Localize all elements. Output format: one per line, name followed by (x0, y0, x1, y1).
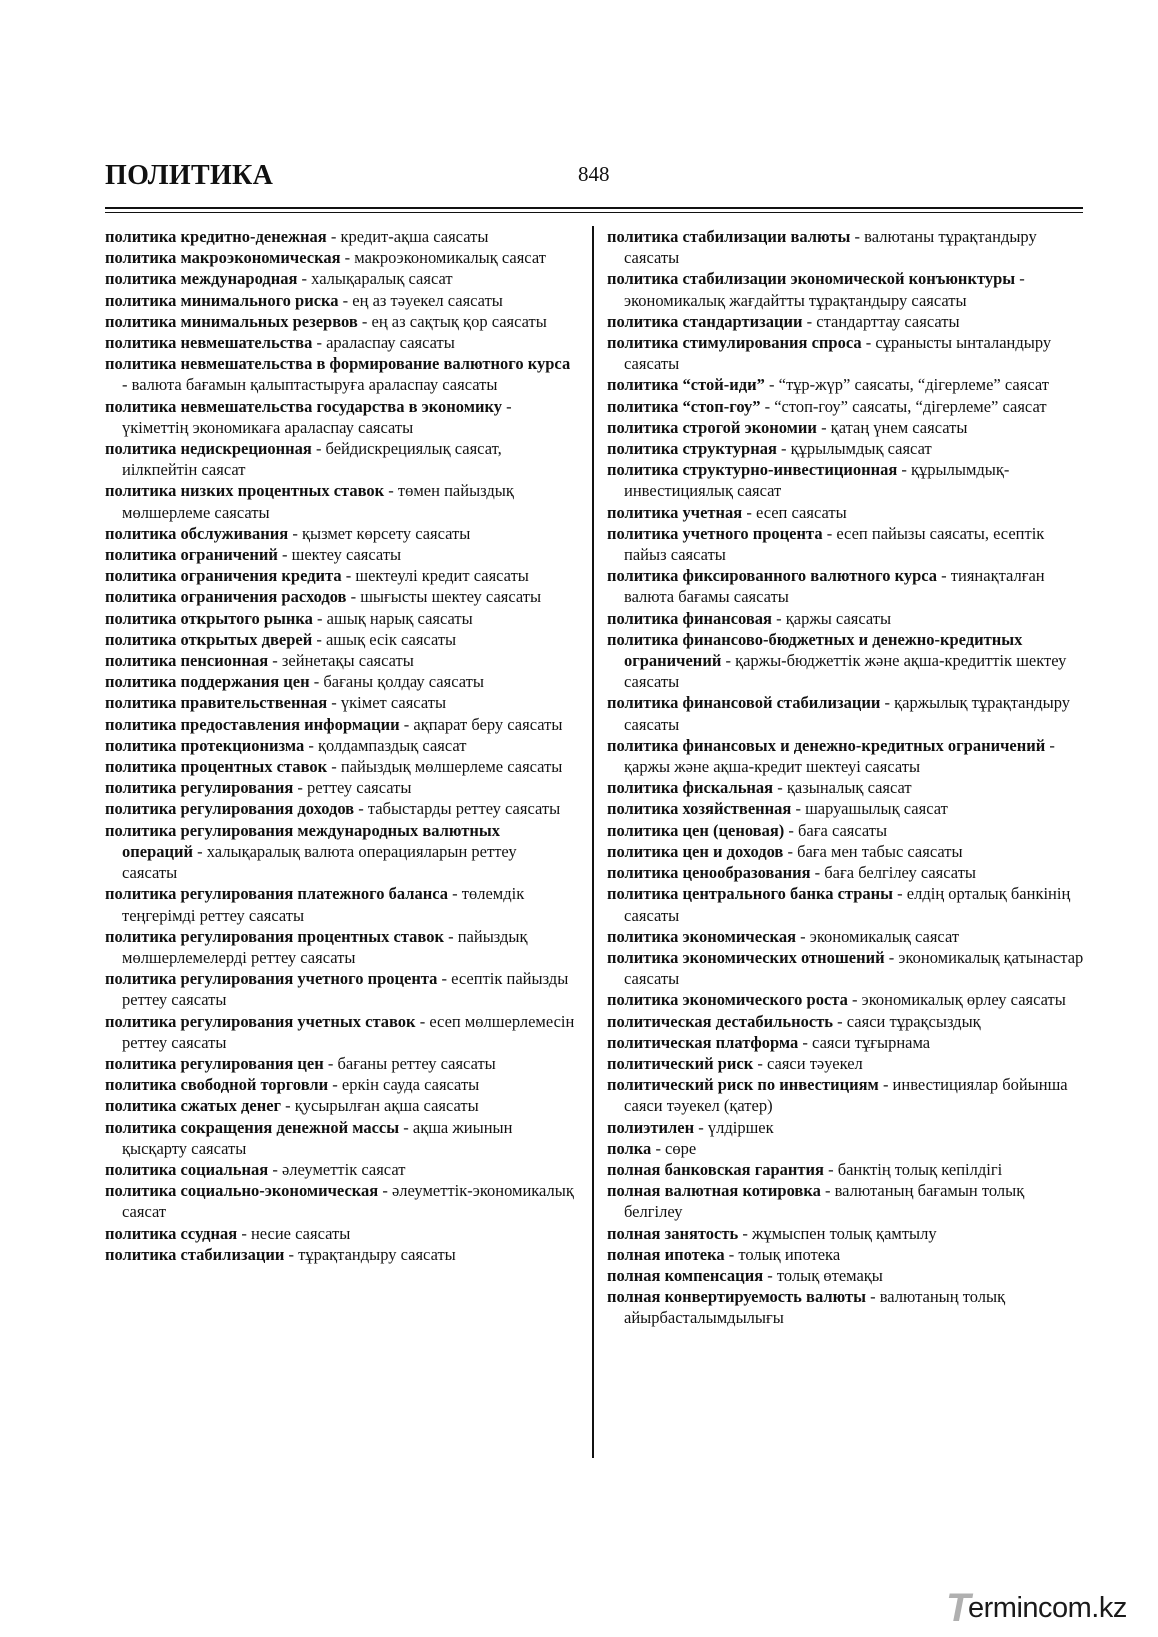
dictionary-entry (105, 353, 575, 395)
entry-term: политика регулирования учетного процента (105, 969, 438, 989)
entry-definition: - құрылымдық-инвестициялық саясат (624, 460, 1010, 501)
dictionary-entry (607, 459, 1085, 501)
entry-definition: - баға белгілеу саясаты (810, 863, 976, 883)
entry-definition: - толық ипотека (724, 1244, 841, 1264)
entry-definition: - жұмыспен толық қамтылу (738, 1223, 937, 1243)
dictionary-entry (105, 565, 575, 586)
column-divider (592, 226, 594, 1458)
entry-term: политика финансовых и денежно-кредитных ограничений (607, 735, 1046, 755)
entry-definition: - ең аз сақтық қор саясаты (357, 311, 547, 331)
dictionary-entry (607, 1223, 1085, 1244)
entry-definition: - төлемдік теңгерімді реттеу саясаты (122, 884, 525, 925)
dictionary-entry (607, 777, 1085, 798)
dictionary-entry (607, 1117, 1085, 1138)
entry-definition: - құрылымдық саясат (776, 439, 932, 459)
entry-definition: - қазыналық саясат (773, 778, 912, 798)
dictionary-entry (105, 1117, 575, 1159)
entry-term: политика цен (ценовая) (607, 820, 785, 840)
dictionary-entry (607, 523, 1085, 565)
entry-definition: - елдің орталық банкінің саясаты (624, 884, 1071, 925)
dictionary-entry (607, 947, 1085, 989)
entry-term: политика цен и доходов (607, 841, 784, 861)
dictionary-entry (105, 1159, 575, 1180)
entry-definition: - саяси тұрақсыздық (833, 1011, 981, 1031)
dictionary-entry (105, 268, 575, 289)
entry-term: полная занятость (607, 1223, 739, 1243)
dictionary-entry (607, 989, 1085, 1010)
entry-definition: - шектеулі кредит саясаты (341, 566, 529, 586)
dictionary-entry (607, 1265, 1085, 1286)
dictionary-entry (105, 1011, 575, 1053)
dictionary-entry (607, 332, 1085, 374)
dictionary-entry (105, 247, 575, 268)
entry-definition: - экономикалық қатынастар саясаты (624, 947, 1084, 989)
entry-definition: - қаржы саясаты (771, 608, 892, 628)
entry-term: полная банковская гарантия (607, 1159, 824, 1179)
entry-definition: - халықаралық саясат (297, 269, 453, 289)
dictionary-entry (105, 629, 575, 650)
entry-term: политика регулирования цен (105, 1053, 324, 1073)
entry-definition: - бағаны қолдау саясаты (309, 672, 484, 692)
dictionary-entry (607, 1244, 1085, 1265)
entry-term: политика открытого рынка (105, 608, 313, 628)
entry-definition: - шаруашылық саясат (791, 799, 948, 819)
entry-term: политика макроэкономическая (105, 248, 341, 268)
entry-term: политика регулирования учетных ставок (105, 1011, 416, 1031)
dictionary-entry (105, 1223, 575, 1244)
dictionary-entry (607, 735, 1085, 777)
dictionary-entry (607, 502, 1085, 523)
dictionary-entry (607, 1011, 1085, 1032)
entry-definition: - әлеуметтік-экономикалық саясат (122, 1181, 574, 1222)
entry-definition: - реттеу саясаты (293, 778, 412, 798)
entry-definition: - стандарттау саясаты (802, 311, 960, 331)
entry-term: политика “стой-иди” (607, 375, 765, 395)
entry-definition: - төмен пайыздық мөлшерлеме саясаты (122, 481, 514, 522)
entry-definition: - еркін сауда саясаты (328, 1075, 480, 1095)
dictionary-entry (105, 650, 575, 671)
dictionary-entry (607, 629, 1085, 693)
dictionary-entry (607, 226, 1085, 268)
entry-definition: - валютаның толық айырбасталымдылығы (624, 1287, 1006, 1328)
entry-term: политика невмешательства государства в экономику (105, 396, 502, 416)
entry-term: политика строгой экономии (607, 417, 817, 437)
entry-term: политика стабилизации валюты (607, 227, 851, 246)
entry-definition: - шектеу саясаты (277, 545, 402, 565)
entry-term: политика свободной торговли (105, 1075, 329, 1095)
entry-definition: - ең аз тәуекел саясаты (338, 290, 503, 310)
entry-term: политика невмешательства в формирование валютного курса (105, 354, 571, 374)
dictionary-entry (105, 438, 575, 480)
dictionary-entry (607, 1138, 1085, 1159)
entry-term: политика фискальная (607, 778, 774, 798)
entry-definition: - үкімет саясаты (327, 693, 447, 713)
entry-term: политика открытых дверей (105, 629, 313, 649)
entry-term: полиэтилен (607, 1117, 695, 1137)
entry-definition: - үкіметтің экономикаға араласпау саясаты (122, 396, 512, 437)
entry-definition: - тұрақтандыру саясаты (284, 1244, 456, 1264)
entry-definition: - инвестициялар бойынша саяси тәуекел (қатер) (624, 1075, 1068, 1116)
dictionary-entry (607, 417, 1085, 438)
dictionary-entry (105, 692, 575, 713)
header-rule-thick (105, 207, 1083, 209)
dictionary-entry (607, 374, 1085, 395)
entry-definition: - ақша жиынын қысқарту саясаты (122, 1117, 513, 1158)
dictionary-entry (607, 1286, 1085, 1328)
entry-definition: - экономикалық өрлеу саясаты (847, 990, 1066, 1010)
entry-term: политика ограничения расходов (105, 587, 347, 607)
entry-definition: - валютаның бағамын толық белгілеу (624, 1181, 1025, 1222)
entry-term: полная компенсация (607, 1265, 764, 1285)
entry-term: политика стабилизации (105, 1244, 285, 1264)
entry-definition: - қаржы және ақша-кредит шектеуі саясаты (624, 735, 1055, 777)
dictionary-entry (105, 926, 575, 968)
entry-term: политика экономическая (607, 926, 796, 946)
entry-definition: - “тұр-жүр” саясаты, “дігерлеме” саясат (764, 375, 1049, 395)
watermark-logo-text: ermincom.kz (968, 1592, 1127, 1624)
entry-definition: - қусырылған ақша саясаты (281, 1096, 479, 1116)
entry-definition: - бейдискрециялық саясат, иілкпейтін саясат (122, 439, 502, 480)
dictionary-entry (607, 311, 1085, 332)
dictionary-entry (607, 1074, 1085, 1116)
entry-definition: - валютаны тұрақтандыру саясаты (624, 227, 1037, 268)
entry-definition: - қатаң үнем саясаты (816, 417, 968, 437)
dictionary-entry (607, 862, 1085, 883)
entry-definition: - қаржылық тұрақтандыру саясаты (624, 693, 1071, 734)
entry-term: политика кредитно-денежная (105, 227, 327, 246)
dictionary-entry (607, 926, 1085, 947)
entry-definition: - пайыздық мөлшерлеме саясаты (327, 757, 563, 777)
dictionary-entry (607, 1159, 1085, 1180)
dictionary-entry (105, 523, 575, 544)
entry-definition: - сұранысты ынталандыру саясаты (624, 333, 1052, 374)
entry-definition: - макроэкономикалық саясат (340, 248, 546, 268)
dictionary-entry (607, 1032, 1085, 1053)
dictionary-entry (607, 268, 1085, 310)
dictionary-entry (607, 438, 1085, 459)
dictionary-entry (607, 820, 1085, 841)
dictionary-entry (105, 586, 575, 607)
entry-term: политика сокращения денежной массы (105, 1117, 400, 1137)
dictionary-entry (607, 841, 1085, 862)
entry-term: политика центрального банка страны (607, 884, 894, 904)
dictionary-entry (607, 692, 1085, 734)
entry-term: политика протекционизма (105, 735, 305, 755)
entry-definition: - қаржы-бюджеттік және ақша-кредиттік шектеу саясаты (624, 651, 1067, 692)
header-rule-thin (105, 212, 1083, 213)
entry-definition: - қолдампаздық саясат (304, 735, 467, 755)
entry-term: политика поддержания цен (105, 672, 310, 692)
dictionary-entry (105, 883, 575, 925)
dictionary-entry (607, 1053, 1085, 1074)
entry-definition: - есеп пайызы саясаты, есептік пайыз саясаты (624, 523, 1045, 565)
entry-definition: - ашық нарық саясаты (312, 608, 473, 628)
dictionary-entry (607, 1180, 1085, 1222)
entry-definition: - несие саясаты (237, 1223, 351, 1243)
dictionary-entry (105, 1053, 575, 1074)
dictionary-entry (105, 798, 575, 819)
dictionary-entry (105, 756, 575, 777)
entry-definition: - әлеуметтік саясат (268, 1159, 406, 1179)
dictionary-entry (105, 480, 575, 522)
entry-definition: - араласпау саясаты (312, 333, 455, 353)
dictionary-entry (607, 883, 1085, 925)
entry-term: политика невмешательства (105, 333, 313, 353)
dictionary-entry (607, 608, 1085, 629)
entry-term: политика стимулирования спроса (607, 333, 862, 353)
entry-definition: - валюта бағамын қалыптастыруға араласпау саясаты (122, 375, 498, 395)
entry-term: политическая платформа (607, 1032, 799, 1052)
dictionary-entry (607, 565, 1085, 607)
page-number: 848 (578, 162, 610, 186)
dictionary-entry (105, 396, 575, 438)
entry-term: политика ограничения кредита (105, 566, 342, 586)
dictionary-entry (105, 735, 575, 756)
entry-term: политический риск по инвестициям (607, 1075, 879, 1095)
page-title: ПОЛИТИКА (105, 160, 274, 191)
entry-definition: - банктің толық кепілдігі (823, 1159, 1003, 1179)
entry-term: политика стабилизации экономической конъюнктуры (607, 269, 1016, 289)
entry-definition: - бағаны реттеу саясаты (323, 1053, 496, 1073)
entry-term: полная валютная котировка (607, 1181, 821, 1201)
entry-term: политика финансовой стабилизации (607, 693, 881, 713)
entry-definition: - сөре (651, 1138, 697, 1158)
dictionary-entry (105, 608, 575, 629)
dictionary-entry (105, 671, 575, 692)
entry-term: политика международная (105, 269, 298, 289)
entry-term: политика обслуживания (105, 523, 289, 543)
dictionary-entry (607, 396, 1085, 417)
dictionary-entry (105, 311, 575, 332)
entry-definition: - баға мен табыс саясаты (783, 841, 963, 861)
entry-definition: - тиянақталған валюта бағамы саясаты (624, 566, 1045, 607)
entry-term: политика минимального риска (105, 290, 339, 310)
entry-definition: - баға саясаты (784, 820, 888, 840)
right-column (607, 226, 1085, 1329)
entry-definition: - саяси тәуекел (753, 1053, 863, 1073)
entry-term: политика ограничений (105, 545, 278, 565)
entry-definition: - қызмет көрсету саясаты (288, 523, 471, 543)
dictionary-entry (105, 1095, 575, 1116)
entry-term: политика “стоп-гоу” (607, 396, 761, 416)
entry-term: политика структурно-инвестиционная (607, 460, 898, 480)
entry-term: политика стандартизации (607, 311, 803, 331)
entry-term: политика недискреционная (105, 439, 312, 459)
entry-definition: - толық өтемақы (763, 1265, 883, 1285)
entry-term: политика учетная (607, 502, 743, 522)
entry-definition: - үлдіршек (694, 1117, 774, 1137)
entry-term: политическая дестабильность (607, 1011, 834, 1031)
entry-term: политика хозяйственная (607, 799, 792, 819)
entry-definition: - есептік пайызды реттеу саясаты (122, 969, 569, 1010)
entry-term: политика минимальных резервов (105, 311, 358, 331)
entry-term: политика правительственная (105, 693, 328, 713)
entry-definition: - экономикалық жағдайтты тұрақтандыру саясаты (624, 269, 1025, 310)
entry-definition: - зейнетақы саясаты (268, 651, 414, 671)
entry-term: политика финансовая (607, 608, 772, 628)
entry-definition: - есеп саясаты (742, 502, 847, 522)
dictionary-entry (105, 777, 575, 798)
entry-definition: - саяси тұғырнама (798, 1032, 931, 1052)
entry-term: политика структурная (607, 439, 777, 459)
entry-term: политика регулирования доходов (105, 799, 355, 819)
entry-term: политика предоставления информации (105, 714, 400, 734)
entry-term: политика регулирования платежного баланса (105, 884, 449, 904)
dictionary-entry (105, 820, 575, 884)
dictionary-entry (105, 714, 575, 735)
entry-term: политика ссудная (105, 1223, 238, 1243)
dictionary-entry (105, 544, 575, 565)
dictionary-entry (607, 798, 1085, 819)
entry-definition: - “стоп-гоу” саясаты, “дігерлеме” саясат (760, 396, 1047, 416)
entry-definition: - ашық есік саясаты (312, 629, 457, 649)
watermark-logo-letter: T (946, 1586, 971, 1630)
entry-term: политика сжатых денег (105, 1096, 282, 1116)
entry-term: политика регулирования (105, 778, 294, 798)
entry-term: политика ценообразования (607, 863, 811, 883)
entry-term: политика финансово-бюджетных и денежно-кредитных ограничений (607, 629, 1023, 671)
entry-term: политика экономического роста (607, 990, 848, 1010)
entry-term: полка (607, 1138, 652, 1158)
termincom-watermark-logo (946, 1586, 1146, 1632)
entry-term: политика фиксированного валютного курса (607, 566, 938, 586)
entry-definition: - табыстарды реттеу саясаты (354, 799, 561, 819)
dictionary-entry (105, 1244, 575, 1265)
entry-term: полная ипотека (607, 1244, 725, 1264)
dictionary-entry (105, 226, 575, 247)
entry-term: политика социально-экономическая (105, 1181, 379, 1201)
entry-term: политический риск (607, 1053, 754, 1073)
entry-term: политика пенсионная (105, 651, 269, 671)
entry-definition: - халықаралық валюта операцияларын реттеу саясаты (122, 841, 517, 883)
dictionary-entry (105, 1180, 575, 1222)
entry-definition: - кредит-ақша саясаты (326, 227, 489, 246)
dictionary-entry (105, 1074, 575, 1095)
entry-term: политика регулирования международных валютных операций (105, 820, 501, 861)
entry-term: политика процентных ставок (105, 757, 328, 777)
entry-term: политика социальная (105, 1159, 269, 1179)
dictionary-entry (105, 968, 575, 1010)
entry-definition: - ақпарат беру саясаты (399, 714, 563, 734)
left-column (105, 226, 575, 1265)
entry-term: полная конвертируемость валюты (607, 1287, 866, 1307)
entry-term: политика регулирования процентных ставок (105, 926, 444, 946)
entry-term: политика низких процентных ставок (105, 481, 385, 501)
entry-term: политика учетного процента (607, 523, 823, 543)
entry-definition: - шығысты шектеу саясаты (346, 587, 542, 607)
dictionary-entry (105, 290, 575, 311)
entry-definition: - пайыздық мөлшерлемелерді реттеу саясаты (122, 926, 528, 967)
dictionary-entry (105, 332, 575, 353)
entry-term: политика экономических отношений (607, 947, 885, 967)
entry-definition: - экономикалық саясат (796, 926, 960, 946)
entry-definition: - есеп мөлшерлемесін реттеу саясаты (122, 1011, 575, 1052)
